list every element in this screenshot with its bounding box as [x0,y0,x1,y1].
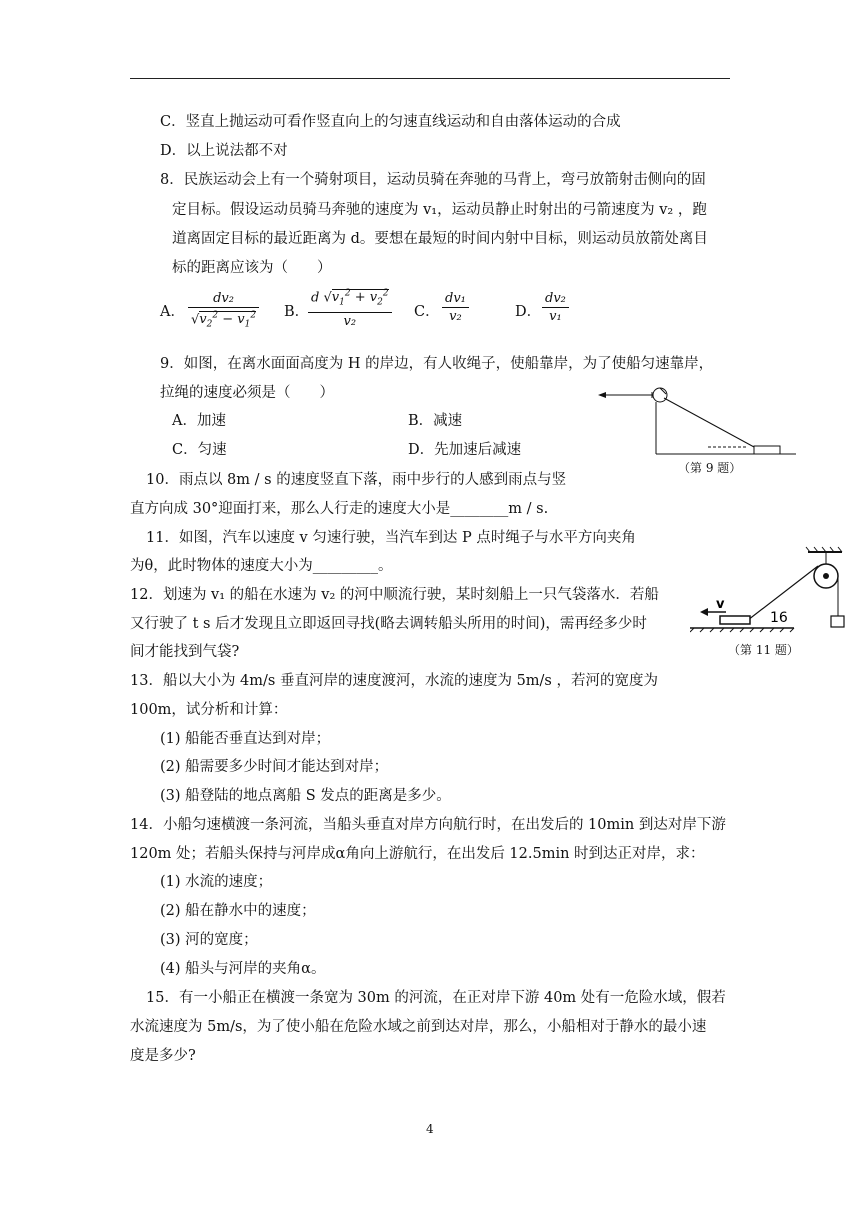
q9-option-b: B．减速 [408,413,463,429]
q8-option-b-label: B． [284,304,310,320]
q8-option-c-numerator: dv₁ [445,291,466,306]
q15-line-2: 水流速度为 5m/s，为了使小船在危险水域之前到达对岸，那么，小船相对于静水的最小速 [130,1019,707,1035]
q14-sub-1: (1) 水流的速度； [160,874,273,890]
q8-option-d-fraction [542,290,569,325]
q10-line-1: 10．雨点以 8m / s 的速度竖直下落，雨中步行的人感到雨点与竖 [146,472,567,488]
page-number: 4 [426,1122,434,1136]
q8-line-2: 定目标。假设运动员骑马奔驰的速度为 v₁，运动员静止时射出的弓箭速度为 v₂ ，跑 [172,202,707,218]
q12-line-1: 12．划速为 v₁ 的船在水速为 v₂ 的河中顺流行驶，某时刻船上一只气袋落水．若船 [130,587,659,603]
q11-caption: （第 11 题） [728,643,799,657]
q8-line-1: 8．民族运动会上有一个骑射项目，运动员骑在奔驰的马背上，弯弓放箭射击侧向的固 [160,172,706,188]
q14-sub-4: (4) 船头与河岸的夹角α。 [160,961,326,977]
q8-option-b-numerator: d $√v_1^2 + v_2^2$ [311,289,389,308]
header-rule [130,78,730,79]
q14-sub-2: (2) 船在静水中的速度； [160,903,316,919]
q8-option-a-numerator: dv₂ [213,291,234,306]
option-c-line: C．竖直上抛运动可看作竖直向上的匀速直线运动和自由落体运动的合成 [160,114,621,130]
q9-option-c: C．匀速 [172,442,227,458]
q15-line-1: 15．有一小船正在横渡一条宽为 30m 的河流，在正对岸下游 40m 处有一危险水域，假若 [146,990,726,1006]
q13-sub-3: (3) 船登陆的地点离船 S 发点的距离是多少。 [160,788,451,804]
q9-option-d: D．先加速后减速 [408,442,522,458]
q11-velocity-label: v [716,597,725,612]
q12-line-2: 又行驶了 t s 后才发现且立即返回寻找(略去调转船头所用的时间)，需再经多少时 [130,616,647,632]
q13-line-2: 100m，试分析和计算： [130,702,288,718]
q9-line-2: 拉绳的速度必须是（ ） [160,385,334,401]
q11-line-2: 为θ，此时物体的速度大小为_________。 [130,558,393,574]
q8-option-a-label: A． [160,304,185,320]
q9-option-a: A．加速 [172,413,226,429]
q8-option-d-label: D． [515,304,542,320]
q13-sub-2: (2) 船需要多少时间才能达到对岸； [160,759,389,775]
q8-option-c-label: C． [414,304,440,320]
q11-line-1: 11．如图，汽车以速度 v 匀速行驶，当汽车到达 P 点时绳子与水平方向夹角 [146,530,636,546]
q8-option-d-denominator: v₁ [549,309,562,324]
q8-option-a-denominator: $√v_2^2 - v_1^2$ [191,311,257,330]
option-d-line: D．以上说法都不对 [160,143,288,159]
q8-option-d-numerator: dv₂ [545,291,566,306]
q13-sub-1: (1) 船能否垂直达到对岸； [160,731,331,747]
q9-caption: （第 9 题） [678,461,742,475]
q8-line-3: 道离固定目标的最近距离为 d。要想在最短的时间内射中目标，则运动员放箭处离目 [172,231,708,247]
q14-sub-3: (3) 河的宽度； [160,932,258,948]
q13-line-1: 13．船以大小为 4m/s 垂直河岸的速度渡河，水流的速度为 5m/s ，若河的宽度为 [130,673,658,689]
q8-option-c-denominator: v₂ [449,309,462,324]
q8-option-b-denominator: v₂ [343,313,357,329]
q9-line-1: 9．如图，在离水面面高度为 H 的岸边，有人收绳子，使船靠岸，为了使船匀速靠岸， [160,356,714,372]
q9-figure [596,386,800,458]
q11-figure [690,546,850,640]
q15-line-3: 度是多少? [130,1048,196,1064]
q10-line-2: 直方向成 30°迎面打来，那么人行走的速度大小是________m / s. [130,501,549,517]
q8-option-c-fraction [442,290,469,325]
q8-line-4: 标的距离应该为（ ） [172,260,332,276]
q8-option-b-fraction [308,286,392,330]
q12-line-3: 间才能找到气袋? [130,644,240,660]
q14-line-2: 120m 处；若船头保持与河岸成α角向上游航行，在出发后 12.5min 时到达正对岸，求： [130,846,705,862]
q8-option-a-fraction [188,290,259,334]
q11-angle-label: 16 [770,610,788,626]
q14-line-1: 14．小船匀速横渡一条河流，当船头垂直对岸方向航行时，在出发后的 10min 到达对岸下游 [130,817,726,833]
